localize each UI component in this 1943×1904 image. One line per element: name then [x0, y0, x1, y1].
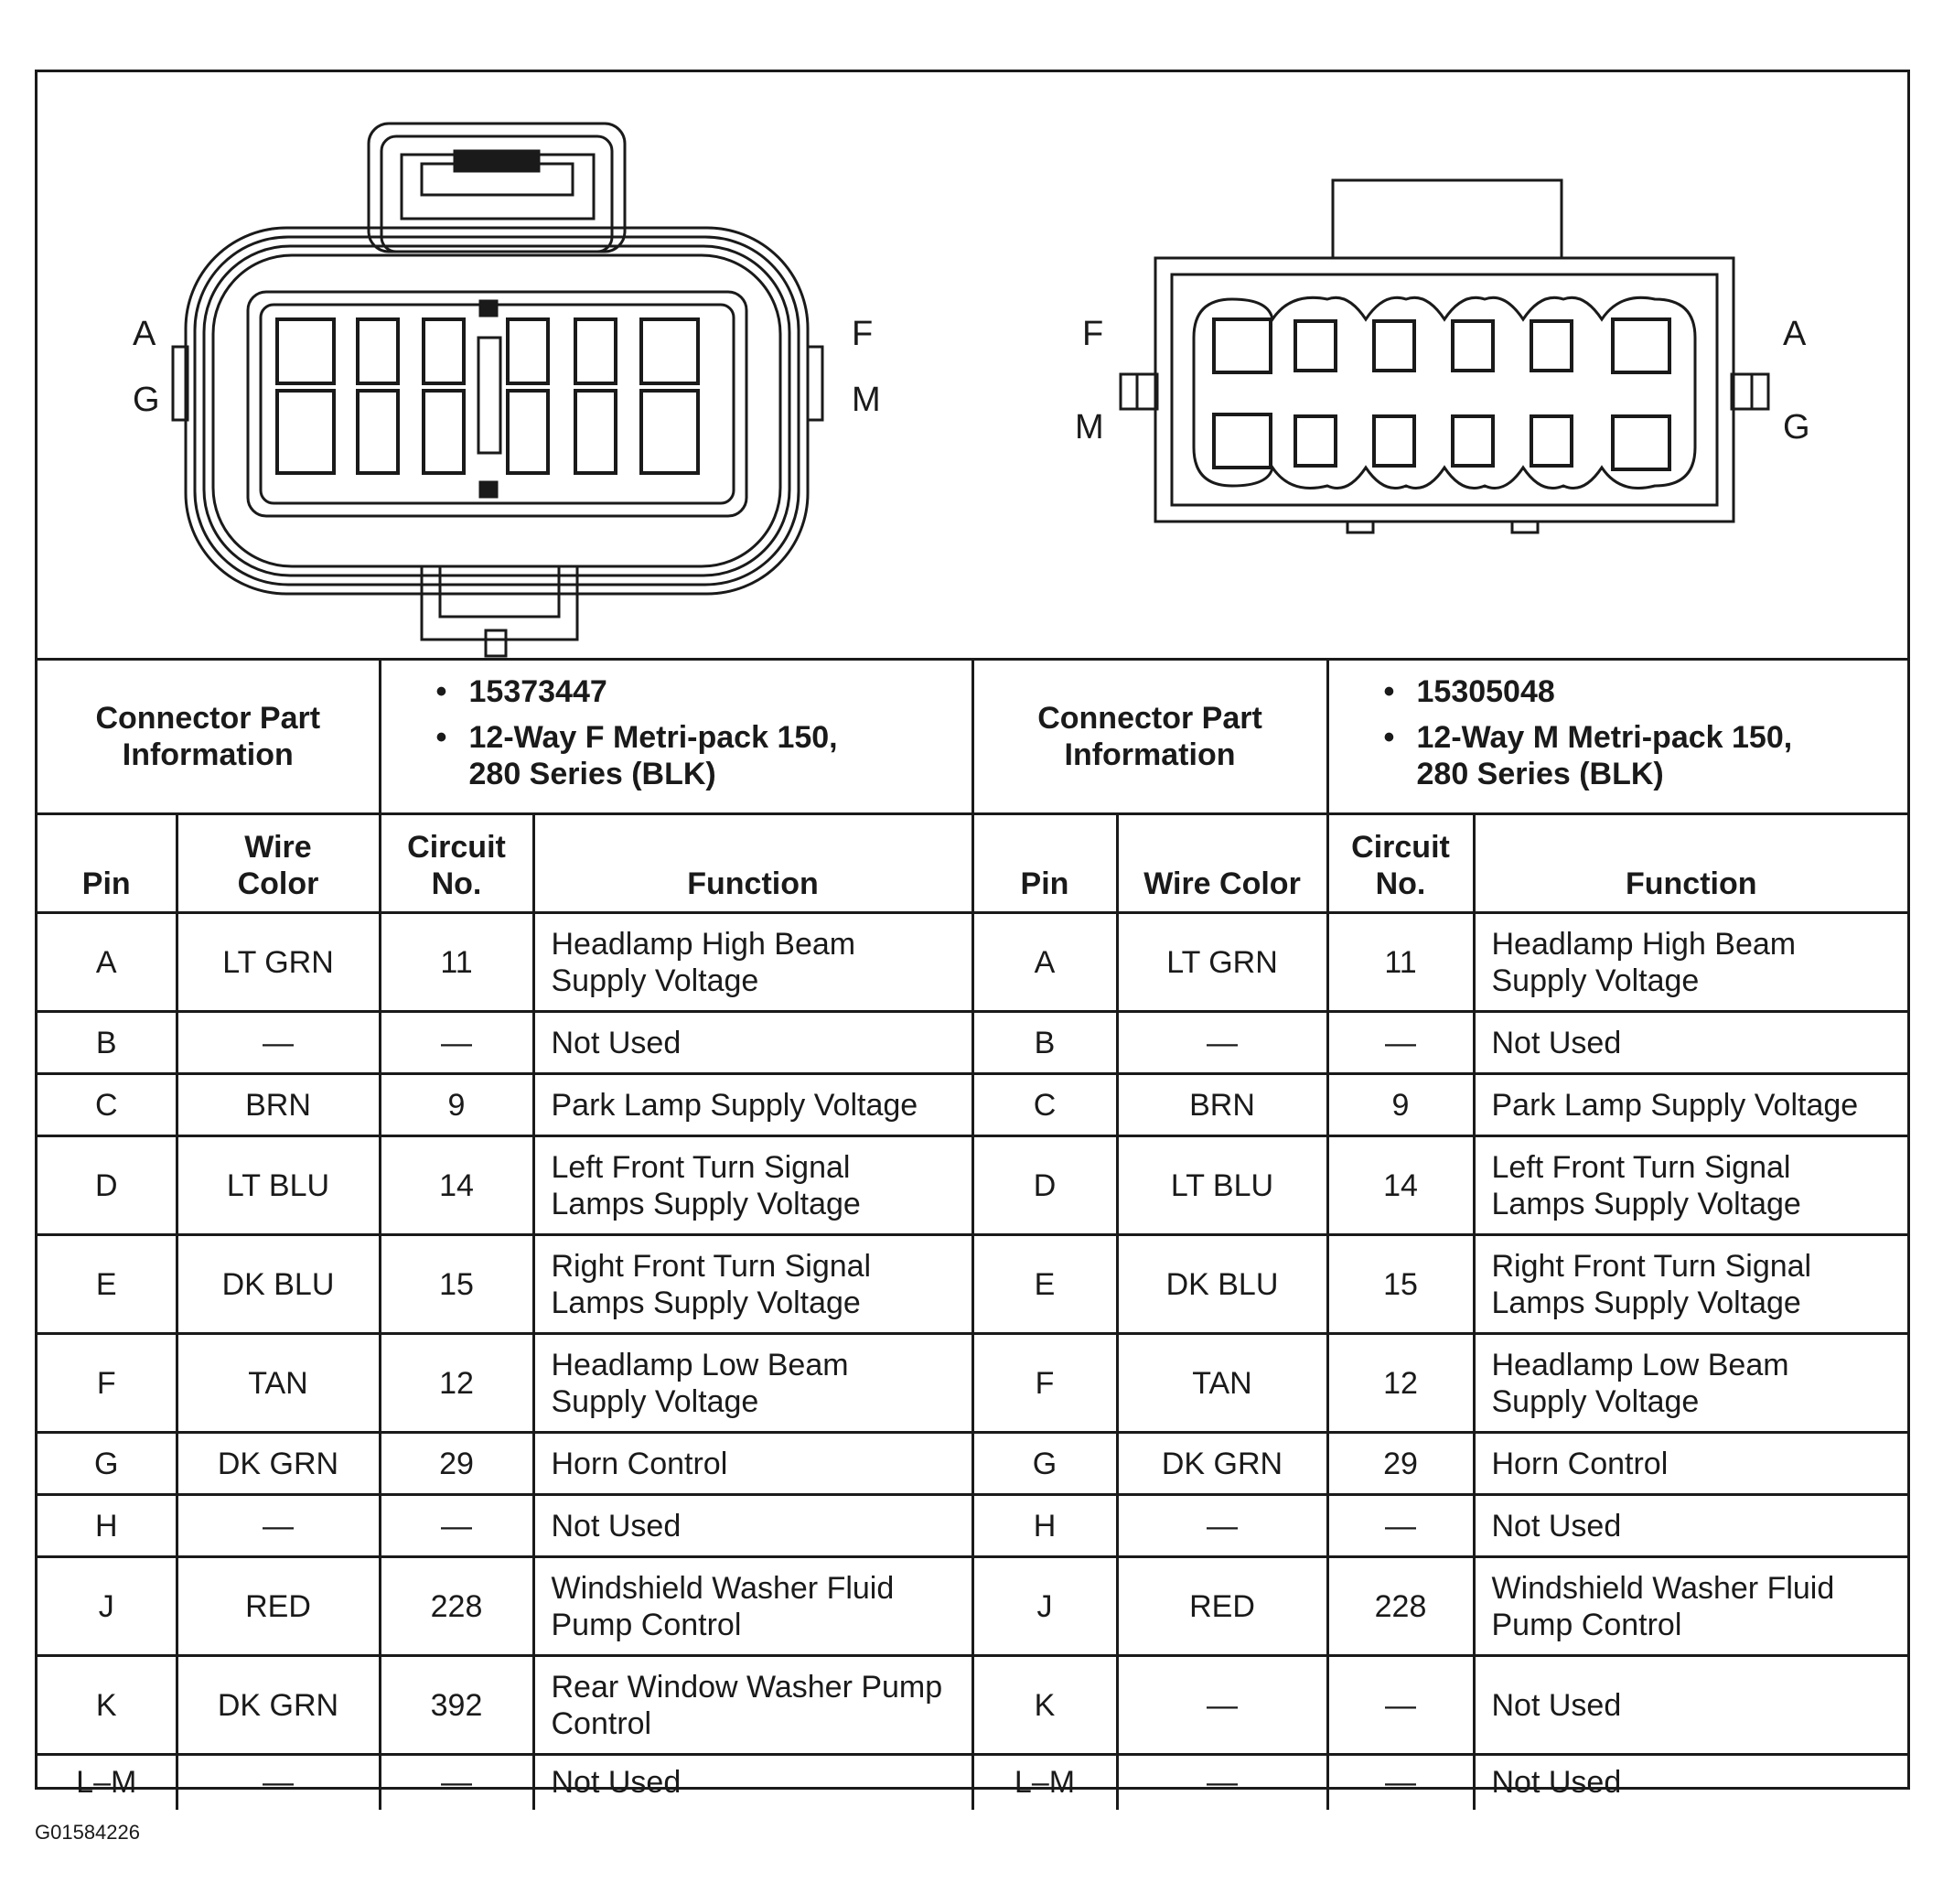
- function-line: Park Lamp Supply Voltage: [1491, 1087, 1859, 1123]
- left-pin-cell: D: [38, 1136, 177, 1235]
- left-wire-cell: DK GRN: [177, 1433, 380, 1495]
- left-header-circuit-line2: No.: [431, 866, 482, 901]
- right-description-line1: • 12-Way M Metri-pack 150,: [1416, 720, 1793, 755]
- right-description-line2: 280 Series (BLK): [1416, 757, 1664, 791]
- table-row: [38, 1074, 1907, 1136]
- left-info-label-line1: Connector Part: [95, 701, 321, 736]
- left-pin-cell: B: [38, 1012, 177, 1074]
- right-header-circuit: [1327, 814, 1474, 913]
- left-wire-cell: —: [177, 1755, 380, 1810]
- table-row: [38, 1755, 1907, 1810]
- right-wire-cell: TAN: [1117, 1334, 1327, 1433]
- right-circuit-cell: —: [1327, 1755, 1474, 1810]
- female-pin-label-g: G: [133, 381, 160, 419]
- right-wire-cell: LT BLU: [1117, 1136, 1327, 1235]
- left-info-label-line2: Information: [122, 737, 294, 772]
- left-wire-cell: LT BLU: [177, 1136, 380, 1235]
- left-function-cell: [533, 1012, 972, 1074]
- right-wire-cell: RED: [1117, 1557, 1327, 1656]
- left-function-cell: [533, 1656, 972, 1755]
- function-line: Supply Voltage: [1491, 963, 1700, 998]
- function-line: Headlamp Low Beam: [551, 1347, 849, 1382]
- left-wire-cell: —: [177, 1495, 380, 1557]
- right-pin-cell: J: [972, 1557, 1117, 1656]
- function-line: Not Used: [1491, 1025, 1622, 1060]
- function-line: Pump Control: [551, 1607, 742, 1642]
- female-pin-label-m: M: [852, 381, 881, 419]
- female-pin-label-a: A: [133, 315, 156, 353]
- left-part-info: [380, 660, 972, 814]
- left-circuit-cell: 392: [380, 1656, 533, 1755]
- right-info-label-line1: Connector Part: [1037, 701, 1262, 736]
- left-description-line1: • 12-Way F Metri-pack 150,: [468, 720, 838, 755]
- left-wire-cell: BRN: [177, 1074, 380, 1136]
- right-pin-cell: K: [972, 1656, 1117, 1755]
- male-pin-label-g: G: [1783, 408, 1810, 446]
- right-pin-cell: L–M: [972, 1755, 1117, 1810]
- right-header-pin-text: Pin: [1020, 866, 1069, 901]
- table-row: [38, 1433, 1907, 1495]
- function-line: Horn Control: [1491, 1446, 1669, 1481]
- left-circuit-cell: —: [380, 1495, 533, 1557]
- left-function-cell: [533, 1074, 972, 1136]
- table-row: [38, 1495, 1907, 1557]
- right-circuit-cell: —: [1327, 1012, 1474, 1074]
- table-row: [38, 1012, 1907, 1074]
- left-part-description: [436, 719, 972, 792]
- left-function-cell: [533, 1557, 972, 1656]
- function-line: Windshield Washer Fluid: [551, 1570, 895, 1606]
- right-circuit-cell: 9: [1327, 1074, 1474, 1136]
- right-pin-cell: D: [972, 1136, 1117, 1235]
- male-pin-label-f: F: [1082, 315, 1104, 353]
- female-pin-label-f: F: [852, 315, 874, 353]
- left-header-circuit-line1: Circuit: [407, 830, 506, 865]
- function-line: Not Used: [1491, 1687, 1622, 1723]
- left-header-circuit: [380, 814, 533, 913]
- table-row: [38, 1235, 1907, 1334]
- left-circuit-cell: 15: [380, 1235, 533, 1334]
- left-pin-cell: C: [38, 1074, 177, 1136]
- left-info-label: [38, 660, 380, 814]
- right-pin-cell: G: [972, 1433, 1117, 1495]
- table-row: [38, 1334, 1907, 1433]
- left-wire-cell: DK BLU: [177, 1235, 380, 1334]
- left-circuit-cell: 9: [380, 1074, 533, 1136]
- function-line: Lamps Supply Voltage: [551, 1285, 861, 1320]
- right-wire-cell: —: [1117, 1656, 1327, 1755]
- left-pin-cell: J: [38, 1557, 177, 1656]
- table-row: [38, 1557, 1907, 1656]
- left-pin-cell: L–M: [38, 1755, 177, 1810]
- right-pin-cell: A: [972, 913, 1117, 1012]
- left-function-cell: [533, 1433, 972, 1495]
- left-function-cell: [533, 1235, 972, 1334]
- right-part-info: [1327, 660, 1907, 814]
- left-wire-cell: TAN: [177, 1334, 380, 1433]
- left-circuit-cell: 12: [380, 1334, 533, 1433]
- left-header-wire-line1: Wire: [244, 830, 312, 865]
- right-wire-cell: —: [1117, 1755, 1327, 1810]
- connector-figure-frame: [35, 70, 1910, 1801]
- right-pin-cell: H: [972, 1495, 1117, 1557]
- function-line: Horn Control: [551, 1446, 728, 1481]
- function-line: Headlamp Low Beam: [1491, 1347, 1789, 1382]
- right-header-function: [1474, 814, 1907, 913]
- right-circuit-cell: 14: [1327, 1136, 1474, 1235]
- function-line: Not Used: [551, 1025, 682, 1060]
- function-line: Supply Voltage: [551, 963, 759, 998]
- right-circuit-cell: 29: [1327, 1433, 1474, 1495]
- function-line: Lamps Supply Voltage: [551, 1186, 861, 1221]
- right-function-cell: [1474, 1433, 1907, 1495]
- right-circuit-cell: —: [1327, 1495, 1474, 1557]
- right-circuit-cell: —: [1327, 1656, 1474, 1755]
- function-line: Windshield Washer Fluid: [1491, 1570, 1835, 1606]
- function-line: Pump Control: [1491, 1607, 1682, 1642]
- left-circuit-cell: 29: [380, 1433, 533, 1495]
- right-function-cell: [1474, 1136, 1907, 1235]
- right-header-wire-text: Wire Color: [1143, 866, 1301, 901]
- left-circuit-cell: 14: [380, 1136, 533, 1235]
- function-line: Headlamp High Beam: [551, 926, 856, 962]
- left-function-cell: [533, 1755, 972, 1810]
- left-pin-cell: E: [38, 1235, 177, 1334]
- function-line: Not Used: [1491, 1508, 1622, 1544]
- left-circuit-cell: 228: [380, 1557, 533, 1656]
- right-function-cell: [1474, 1074, 1907, 1136]
- table-row: [38, 1136, 1907, 1235]
- function-line: Right Front Turn Signal: [551, 1248, 872, 1284]
- left-header-wire-color: [177, 814, 380, 913]
- function-line: Supply Voltage: [551, 1383, 759, 1419]
- function-line: Not Used: [551, 1508, 682, 1544]
- function-line: Control: [551, 1705, 652, 1741]
- left-pin-cell: H: [38, 1495, 177, 1557]
- function-line: Not Used: [1491, 1765, 1622, 1801]
- right-function-cell: [1474, 1557, 1907, 1656]
- function-line: Right Front Turn Signal: [1491, 1248, 1812, 1284]
- left-header-wire-line2: Color: [237, 866, 319, 901]
- right-function-cell: [1474, 1495, 1907, 1557]
- left-circuit-cell: —: [380, 1012, 533, 1074]
- function-line: Headlamp High Beam: [1491, 926, 1797, 962]
- right-part-number: • 15305048: [1384, 673, 1908, 710]
- right-header-circuit-line1: Circuit: [1351, 830, 1450, 865]
- right-function-cell: [1474, 1235, 1907, 1334]
- left-function-cell: [533, 1334, 972, 1433]
- left-wire-cell: DK GRN: [177, 1656, 380, 1755]
- right-header-wire-color: [1117, 814, 1327, 913]
- function-line: Lamps Supply Voltage: [1491, 1186, 1801, 1221]
- female-connector-drawing: [173, 124, 822, 656]
- function-line: Not Used: [551, 1765, 682, 1801]
- right-function-cell: [1474, 1656, 1907, 1755]
- left-function-cell: [533, 913, 972, 1012]
- right-wire-cell: BRN: [1117, 1074, 1327, 1136]
- left-pin-cell: F: [38, 1334, 177, 1433]
- left-header-pin-text: Pin: [81, 866, 131, 901]
- function-line: Left Front Turn Signal: [551, 1149, 851, 1185]
- right-header-function-text: Function: [1625, 866, 1757, 901]
- left-description-line2: 280 Series (BLK): [468, 757, 716, 791]
- left-pin-cell: A: [38, 913, 177, 1012]
- connector-drawings: [38, 72, 1907, 658]
- right-pin-cell: E: [972, 1235, 1117, 1334]
- right-info-label-line2: Information: [1064, 737, 1236, 772]
- right-circuit-cell: 228: [1327, 1557, 1474, 1656]
- figure-id: G01584226: [35, 1821, 140, 1844]
- left-pin-cell: G: [38, 1433, 177, 1495]
- right-circuit-cell: 12: [1327, 1334, 1474, 1433]
- right-wire-cell: LT GRN: [1117, 913, 1327, 1012]
- right-part-description: [1384, 719, 1908, 792]
- left-function-cell: [533, 1136, 972, 1235]
- right-circuit-cell: 11: [1327, 913, 1474, 1012]
- left-wire-cell: —: [177, 1012, 380, 1074]
- right-header-pin: [972, 814, 1117, 913]
- connector-drawings-svg: [38, 72, 1907, 658]
- function-line: Park Lamp Supply Voltage: [551, 1087, 918, 1123]
- left-header-function: [533, 814, 972, 913]
- right-function-cell: [1474, 1012, 1907, 1074]
- right-function-cell: [1474, 1334, 1907, 1433]
- left-circuit-cell: 11: [380, 913, 533, 1012]
- right-function-cell: [1474, 1755, 1907, 1810]
- function-line: Lamps Supply Voltage: [1491, 1285, 1801, 1320]
- right-pin-cell: C: [972, 1074, 1117, 1136]
- left-header-function-text: Function: [687, 866, 819, 901]
- table-row: [38, 1656, 1907, 1755]
- right-header-circuit-line2: No.: [1375, 866, 1426, 901]
- function-line: Supply Voltage: [1491, 1383, 1700, 1419]
- male-pin-label-a: A: [1783, 315, 1807, 353]
- connector-info-row: [38, 660, 1907, 814]
- left-part-number: • 15373447: [436, 673, 972, 710]
- left-wire-cell: LT GRN: [177, 913, 380, 1012]
- left-wire-cell: RED: [177, 1557, 380, 1656]
- right-wire-cell: DK BLU: [1117, 1235, 1327, 1334]
- right-pin-cell: F: [972, 1334, 1117, 1433]
- function-line: Left Front Turn Signal: [1491, 1149, 1791, 1185]
- right-pin-cell: B: [972, 1012, 1117, 1074]
- right-wire-cell: —: [1117, 1012, 1327, 1074]
- right-wire-cell: —: [1117, 1495, 1327, 1557]
- left-pin-cell: K: [38, 1656, 177, 1755]
- function-line: Rear Window Washer Pump: [551, 1669, 943, 1705]
- left-header-pin: [38, 814, 177, 913]
- column-header-row: [38, 814, 1907, 913]
- left-circuit-cell: —: [380, 1755, 533, 1810]
- right-info-label: [972, 660, 1327, 814]
- right-wire-cell: DK GRN: [1117, 1433, 1327, 1495]
- right-circuit-cell: 15: [1327, 1235, 1474, 1334]
- left-function-cell: [533, 1495, 972, 1557]
- male-pin-label-m: M: [1075, 408, 1104, 446]
- table-row: [38, 913, 1907, 1012]
- pinout-table: [38, 658, 1907, 1810]
- male-connector-drawing: [1121, 180, 1768, 532]
- right-function-cell: [1474, 913, 1907, 1012]
